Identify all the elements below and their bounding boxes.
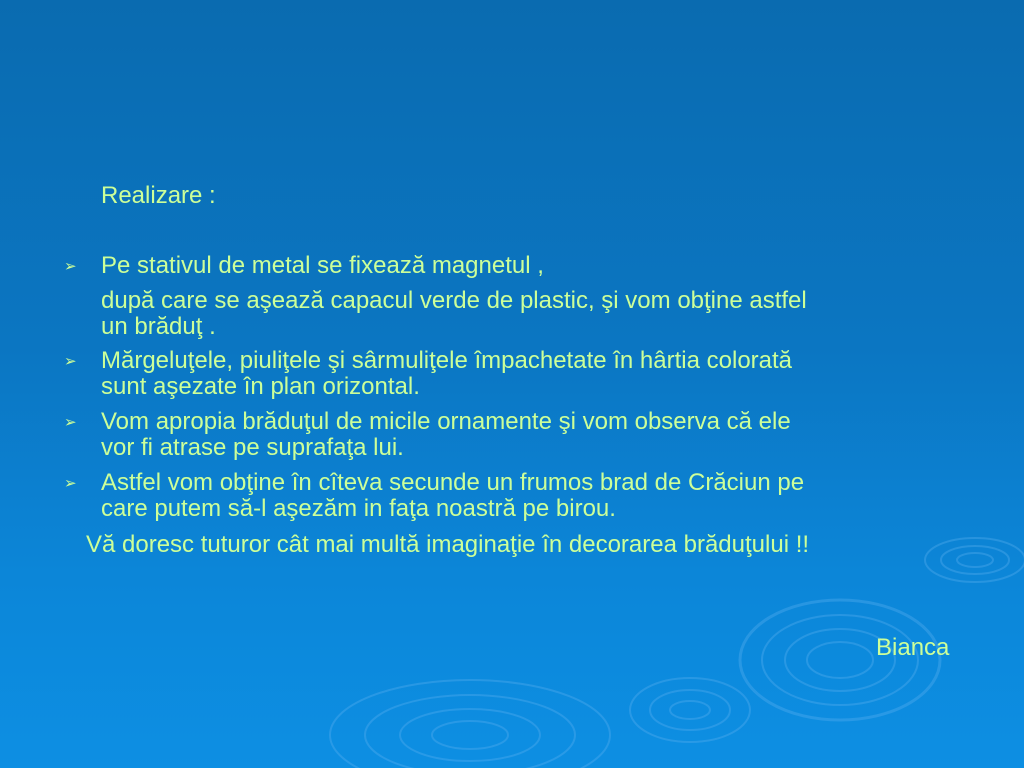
arrowhead-bullet-icon: ➢ bbox=[64, 474, 77, 492]
arrowhead-bullet-icon: ➢ bbox=[64, 413, 77, 431]
bullet-2-line-2: sunt aşezate în plan orizontal. bbox=[101, 373, 420, 400]
bullet-1-line-1: Pe stativul de metal se fixează magnetul , bbox=[101, 252, 544, 279]
arrowhead-bullet-icon: ➢ bbox=[64, 257, 77, 275]
bullet-4-line-1: Astfel vom obţine în cîteva secunde un frumos brad de Crăciun pe bbox=[101, 469, 805, 496]
bullet-3-line-1: Vom apropia brăduţul de micile ornamente şi vom observa că ele bbox=[101, 408, 791, 435]
slide-heading: Realizare : bbox=[101, 182, 216, 209]
signature: Bianca bbox=[876, 634, 950, 661]
bullet-2-line-1: Mărgeluţele, piuliţele şi sârmuliţele împachetate în hârtia colorată bbox=[101, 347, 793, 374]
closing-line: Vă doresc tuturor cât mai multă imaginaţie în decorarea brăduţului !! bbox=[86, 531, 810, 558]
bullet-4-line-2: care putem să-l aşezăm in faţa noastră pe birou. bbox=[101, 495, 616, 522]
bullet-3-line-2: vor fi atrase pe suprafaţa lui. bbox=[101, 434, 404, 461]
bullet-1-continuation: după care se aşează capacul verde de plastic, şi vom obţine astfel bbox=[101, 287, 807, 314]
bullet-1-continuation-2: un brăduţ . bbox=[101, 313, 216, 340]
arrowhead-bullet-icon: ➢ bbox=[64, 352, 77, 370]
